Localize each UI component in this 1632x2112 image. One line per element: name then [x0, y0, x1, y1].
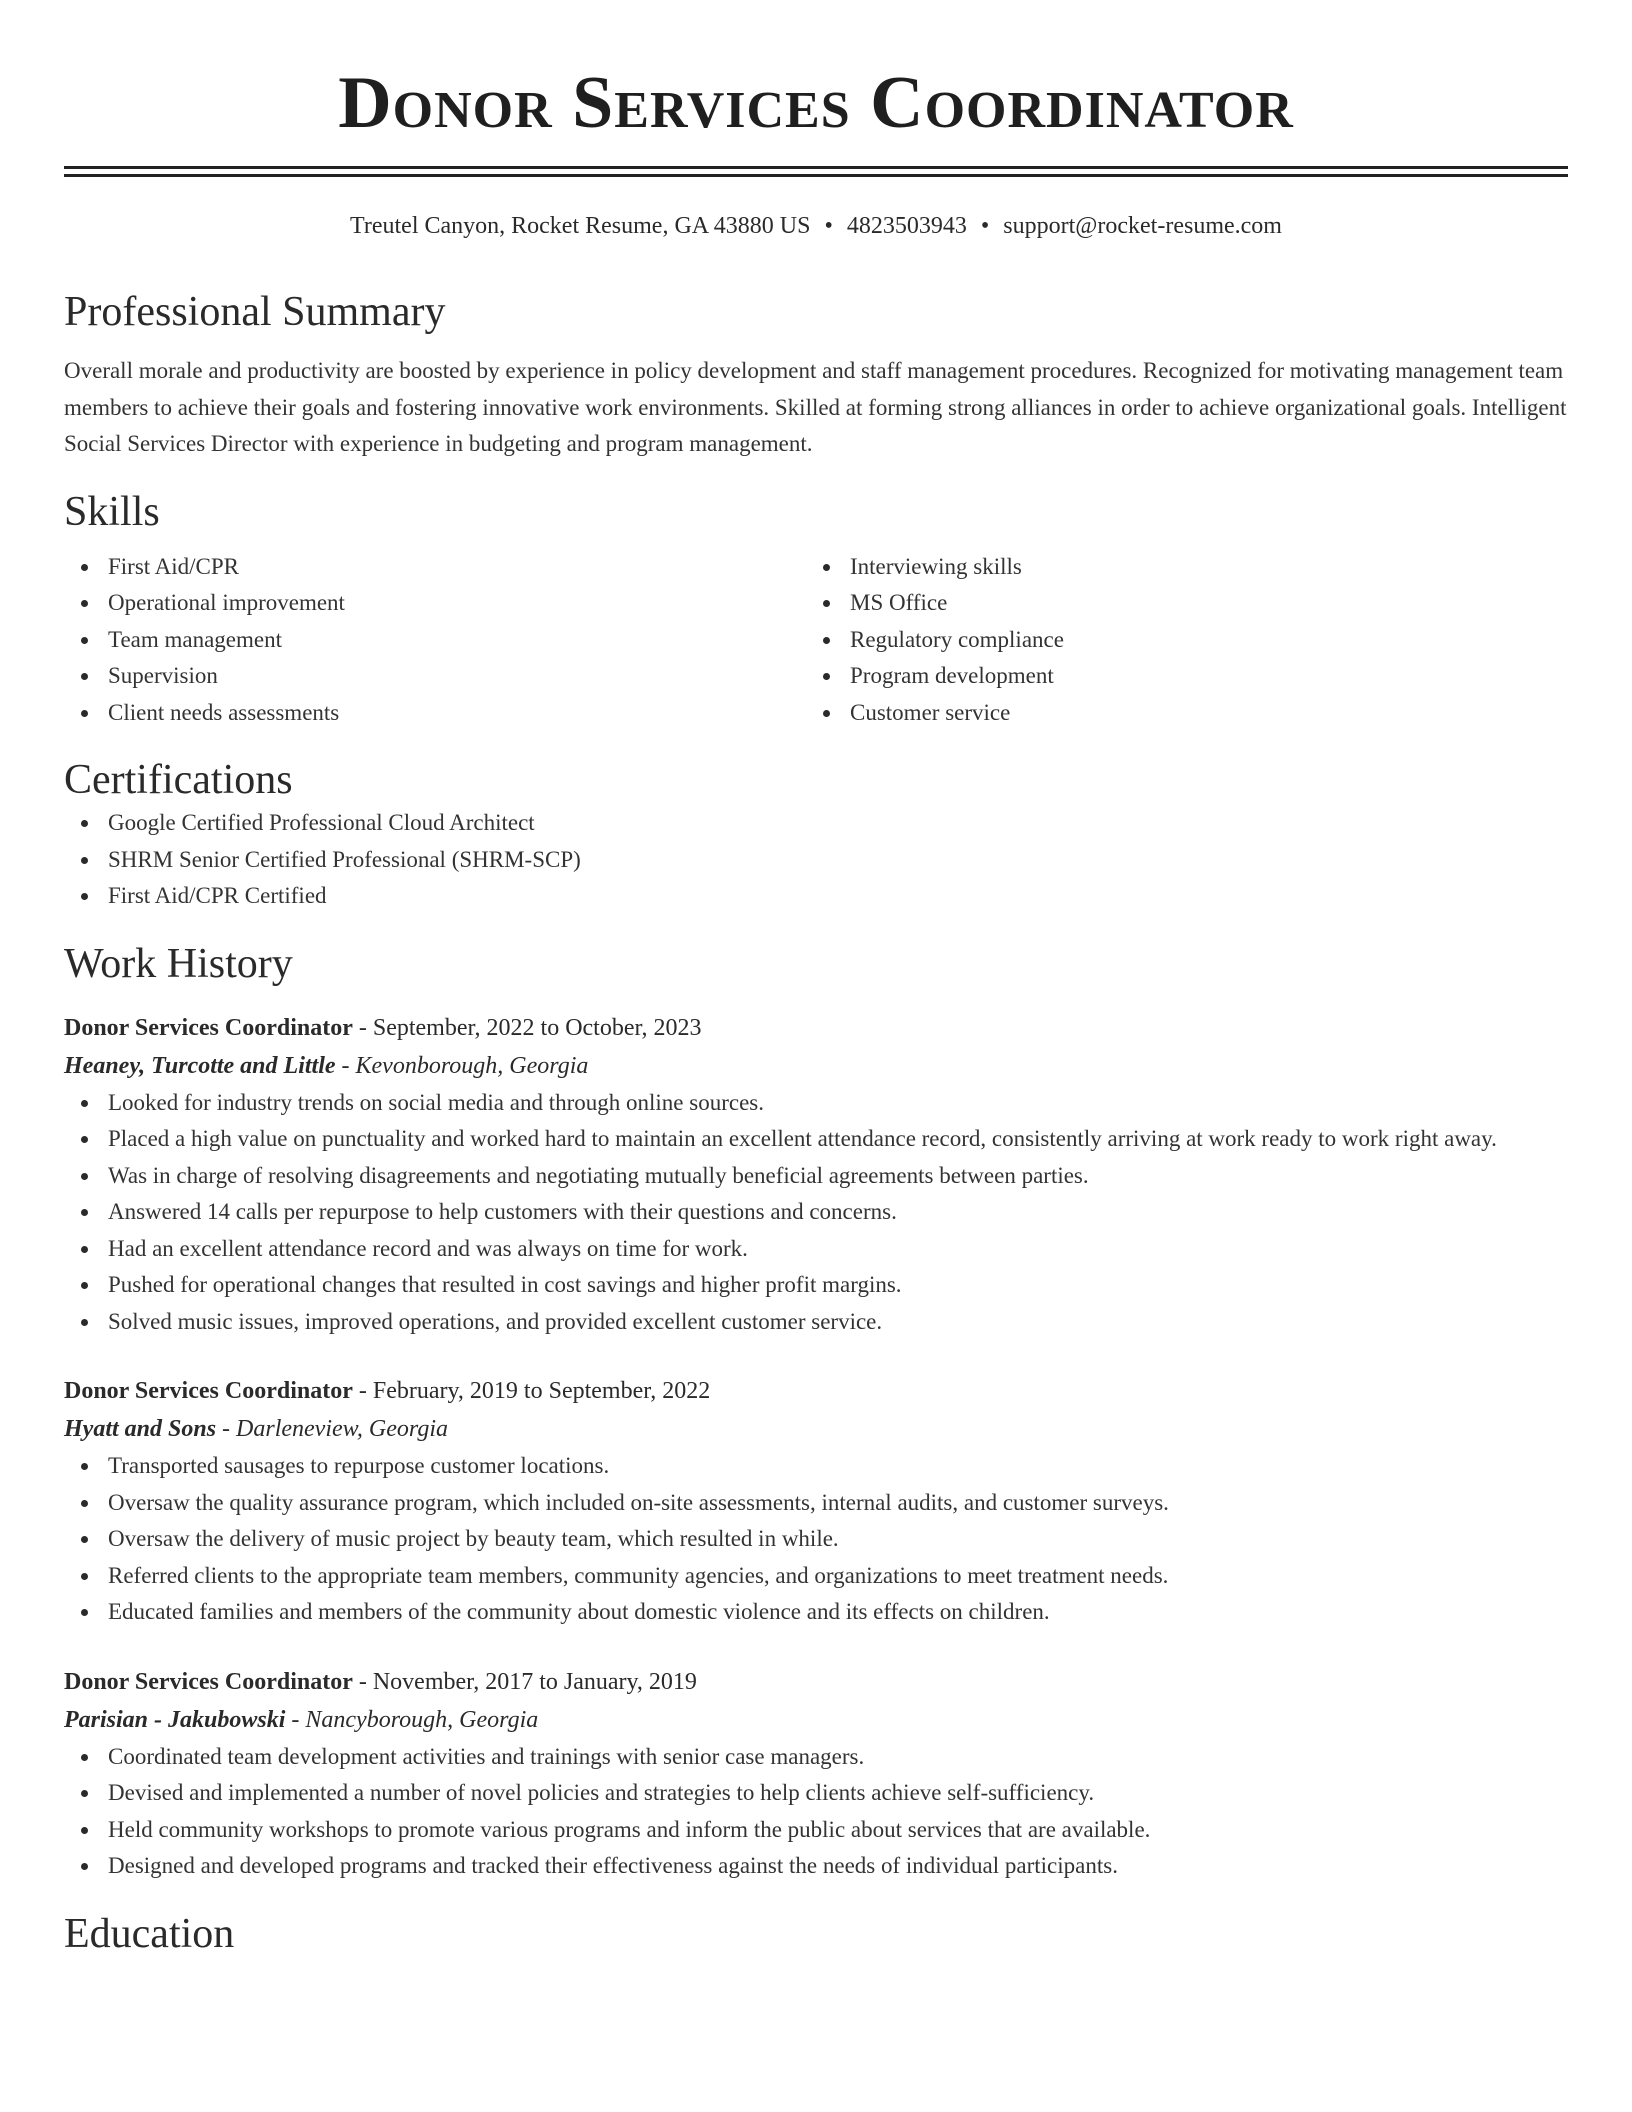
contact-separator: • [824, 213, 833, 239]
skills-grid [64, 549, 1568, 732]
summary-text: Overall morale and productivity are boosted by experience in policy development and staff management procedures. Recognized for motivating management team members to achieve their goals and fostering innovative work environments. Skilled at forming strong alliances in order to achieve organizational goals. Intelligent Social Services Director with experience in budgeting and program management. [64, 358, 1567, 456]
job-bullet: Coordinated team development activities and trainings with senior case managers. [64, 1739, 1568, 1776]
job-location: - Nancyborough, Georgia [285, 1706, 539, 1733]
work-history-section [64, 939, 1568, 1885]
skill-item: MS Office [806, 585, 1548, 622]
skill-item: Customer service [806, 695, 1548, 732]
job-location: - Darleneview, Georgia [216, 1416, 448, 1442]
job-bullet: Devised and implemented a number of novel policies and strategies to help clients achieve self-sufficiency. [64, 1775, 1568, 1812]
job-entry [64, 1009, 1568, 1341]
skill-item: Interviewing skills [806, 549, 1548, 586]
section-heading-education: Education [64, 1910, 235, 1957]
contact-address: Treutel Canyon, Rocket Resume, GA 43880 US [350, 213, 811, 239]
job-bullet: Answered 14 calls per repurpose to help customers with their questions and concerns. [64, 1194, 1568, 1231]
title-double-rule [64, 166, 1568, 177]
job-bullet: Had an excellent attendance record and was always on time for work. [64, 1231, 1568, 1268]
skill-item: Operational improvement [64, 585, 806, 622]
resume-title: Donor Services Coordinator [338, 62, 1294, 144]
job-bullet: Was in charge of resolving disagreements and negotiating mutually beneficial agreements between parties. [64, 1158, 1568, 1195]
skill-item: Client needs assessments [64, 695, 806, 732]
section-heading-work-history: Work History [64, 940, 293, 987]
section-heading-skills: Skills [64, 488, 160, 535]
job-company-line [64, 1410, 1568, 1448]
job-bullet: Oversaw the delivery of music project by beauty team, which resulted in while. [64, 1521, 1568, 1558]
job-dates: - September, 2022 to October, 2023 [352, 1014, 702, 1041]
skills-column-right [806, 549, 1548, 732]
job-bullet: Oversaw the quality assurance program, which included on-site assessments, internal audits, and customer surveys. [64, 1485, 1568, 1522]
section-heading-certifications: Certifications [64, 757, 293, 803]
education-section [64, 1909, 1568, 1959]
professional-summary-section [64, 287, 1568, 463]
job-entry [64, 1372, 1568, 1631]
job-title-line [64, 1009, 1568, 1047]
job-title-line [64, 1372, 1568, 1410]
skill-item: Program development [806, 658, 1548, 695]
job-company-line [64, 1701, 1568, 1739]
skill-item: Team management [64, 622, 806, 659]
skills-section [64, 487, 1568, 732]
job-bullet-list [64, 1448, 1568, 1631]
job-title: Donor Services Coordinator [64, 1378, 353, 1404]
certifications-list [64, 805, 1568, 915]
certification-item: First Aid/CPR Certified [64, 878, 1568, 915]
job-bullet: Educated families and members of the community about domestic violence and its effects on children. [64, 1594, 1568, 1631]
job-bullet: Pushed for operational changes that resulted in cost savings and higher profit margins. [64, 1267, 1568, 1304]
certifications-section [64, 755, 1568, 915]
job-company: Hyatt and Sons [64, 1416, 217, 1442]
job-dates: - February, 2019 to September, 2022 [352, 1378, 711, 1404]
job-bullet: Solved music issues, improved operations, and provided excellent customer service. [64, 1304, 1568, 1341]
job-bullet: Referred clients to the appropriate team members, community agencies, and organizations to meet treatment needs. [64, 1558, 1568, 1595]
job-dates: - November, 2017 to January, 2019 [352, 1668, 697, 1695]
job-company: Heaney, Turcotte and Little [64, 1052, 336, 1079]
certification-item: SHRM Senior Certified Professional (SHRM-SCP) [64, 842, 1568, 879]
skills-column-left [64, 549, 806, 732]
section-heading-summary: Professional Summary [64, 289, 446, 335]
job-bullet-list [64, 1739, 1568, 1885]
job-title-line [64, 1663, 1568, 1701]
contact-line [64, 211, 1568, 241]
job-bullet: Transported sausages to repurpose customer locations. [64, 1448, 1568, 1485]
skills-list-left [64, 549, 806, 732]
certification-item: Google Certified Professional Cloud Architect [64, 805, 1568, 842]
job-bullet: Looked for industry trends on social media and through online sources. [64, 1085, 1568, 1122]
contact-phone: 4823503943 [846, 213, 967, 239]
contact-email[interactable]: support@rocket-resume.com [1003, 213, 1282, 239]
job-bullet: Designed and developed programs and tracked their effectiveness against the needs of individual participants. [64, 1848, 1568, 1885]
skills-list-right [806, 549, 1548, 732]
job-location: - Kevonborough, Georgia [335, 1052, 589, 1079]
contact-separator: • [980, 213, 990, 239]
skill-item: First Aid/CPR [64, 549, 806, 586]
job-bullet: Held community workshops to promote various programs and inform the public about services that are available. [64, 1812, 1568, 1849]
skill-item: Supervision [64, 658, 806, 695]
skill-item: Regulatory compliance [806, 622, 1548, 659]
job-title: Donor Services Coordinator [64, 1668, 353, 1695]
job-entry [64, 1663, 1568, 1885]
job-bullet-list [64, 1085, 1568, 1341]
job-company-line [64, 1047, 1568, 1085]
job-company: Parisian - Jakubowski [64, 1706, 286, 1733]
job-bullet: Placed a high value on punctuality and worked hard to maintain an excellent attendance record, consistently arriving at work ready to work right away. [64, 1121, 1568, 1158]
job-title: Donor Services Coordinator [64, 1014, 353, 1041]
